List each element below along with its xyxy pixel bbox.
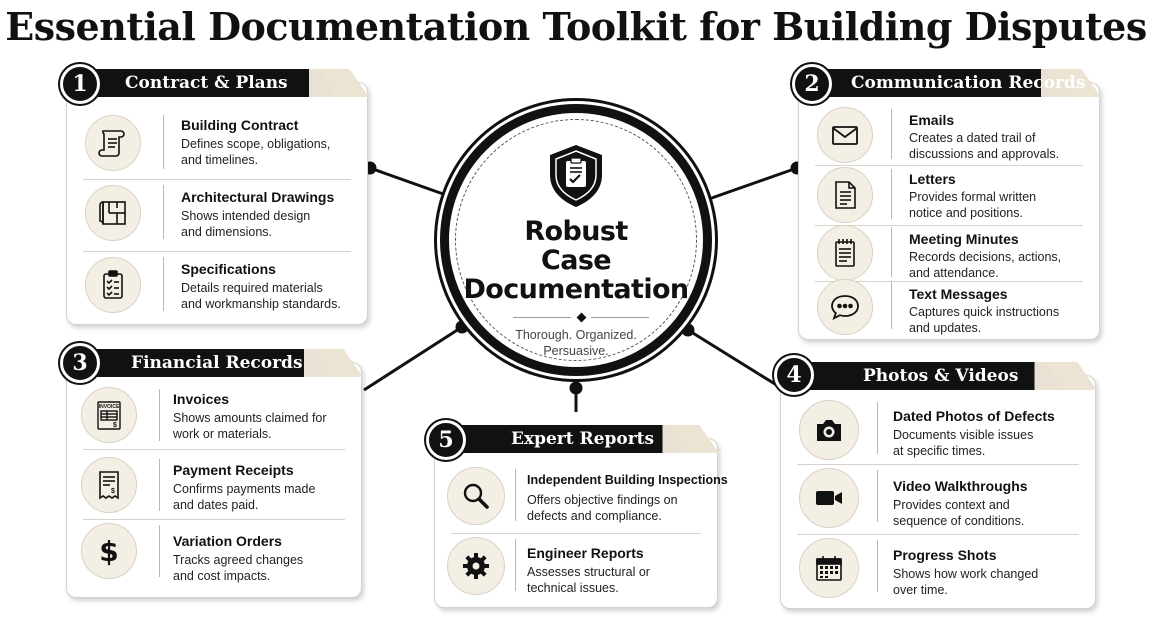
magnifier-icon xyxy=(447,467,505,525)
connector-contract xyxy=(370,168,446,195)
item-title: Payment Receipts xyxy=(173,462,294,478)
item-title: Text Messages xyxy=(909,286,1008,302)
central-hub xyxy=(440,104,712,376)
photos-videos-panel xyxy=(780,366,1096,609)
chat-bubble-icon xyxy=(817,279,873,335)
item-desc: Defines scope, obligations, and timelines. xyxy=(181,137,331,167)
blueprint-icon xyxy=(85,185,141,241)
item-desc: Provides formal written notice and positions. xyxy=(909,190,1037,220)
item-desc: Shows amounts claimed for work or materials. xyxy=(173,411,327,441)
item-desc: Tracks agreed changes and cost impacts. xyxy=(173,553,304,583)
item-desc: Shows how work changed over time. xyxy=(893,567,1039,597)
item-desc: Records decisions, actions, and attendance. xyxy=(909,250,1062,280)
photos-videos-heading: Photos & Videos xyxy=(863,366,1019,386)
item-title: Meeting Minutes xyxy=(909,231,1019,247)
section-number-1: 1 xyxy=(60,64,100,104)
hub-tagline: Thorough. Organized. Persuasive. xyxy=(515,328,637,358)
invoice-icon xyxy=(81,387,137,443)
hub-title: Robust Case Documentation xyxy=(463,216,689,305)
list-item-letters xyxy=(799,161,1099,227)
list-item-video-walkthroughs xyxy=(781,464,1095,530)
item-title: Building Contract xyxy=(181,117,299,133)
item-desc: Details required materials and workmanship standards. xyxy=(181,281,341,311)
expert-reports-panel xyxy=(434,429,728,608)
camera-icon xyxy=(799,400,859,460)
section-number-4: 4 xyxy=(774,355,814,395)
item-desc: Captures quick instructions and updates. xyxy=(909,305,1060,335)
scroll-icon xyxy=(85,115,141,171)
connector-expert-dot xyxy=(571,383,581,393)
contract-plans-panel xyxy=(66,73,368,325)
section-number-5: 5 xyxy=(426,420,466,460)
list-item-progress-shots xyxy=(781,534,1095,600)
financial-records-panel xyxy=(66,353,362,598)
gear-icon xyxy=(447,537,505,595)
list-item-payment-receipts xyxy=(67,451,361,517)
page-title: Essential Documentation Toolkit for Building Disputes xyxy=(5,4,1147,49)
item-title: Engineer Reports xyxy=(527,545,644,561)
item-desc: Offers objective findings on defects and compliance. xyxy=(527,493,678,523)
item-desc: Confirms payments made and dates paid. xyxy=(173,482,316,512)
list-item-building-contract xyxy=(67,111,367,177)
expert-reports-heading: Expert Reports xyxy=(511,429,655,449)
list-item-independent-inspections xyxy=(435,461,728,527)
item-title: Invoices xyxy=(173,391,230,407)
item-desc: Provides context and sequence of conditions. xyxy=(893,498,1025,528)
document-icon xyxy=(817,167,873,223)
item-title: Letters xyxy=(909,171,956,187)
item-title: Architectural Drawings xyxy=(181,189,335,205)
financial-records-heading: Financial Records xyxy=(131,353,303,373)
communication-records-heading: Communication Records xyxy=(851,73,1086,93)
connector-communication xyxy=(706,168,797,200)
item-desc: Shows intended design and dimensions. xyxy=(181,209,311,239)
item-title: Video Walkthroughs xyxy=(893,478,1028,494)
calendar-icon xyxy=(799,538,859,598)
item-desc: Documents visible issues at specific times. xyxy=(893,428,1034,458)
item-title: Variation Orders xyxy=(173,533,282,549)
item-desc: Creates a dated trail of discussions and approvals. xyxy=(909,131,1060,161)
connector-financial xyxy=(364,327,462,390)
contract-plans-heading: Contract & Plans xyxy=(125,73,288,93)
item-desc: Assesses structural or technical issues. xyxy=(527,565,650,595)
checklist-icon xyxy=(85,257,141,313)
list-item-variation-orders xyxy=(67,521,361,587)
item-title: Specifications xyxy=(181,261,276,277)
notepad-icon xyxy=(817,225,873,281)
dollar-icon xyxy=(81,523,137,579)
svg-text:$: $ xyxy=(113,422,117,429)
list-item-text-messages xyxy=(799,277,1099,343)
list-item-dated-photos xyxy=(781,394,1095,460)
list-item-emails xyxy=(799,103,1099,169)
svg-text:$: $ xyxy=(99,535,119,568)
item-title: Dated Photos of Defects xyxy=(893,408,1055,424)
shield-clipboard-icon xyxy=(546,143,606,209)
list-item-engineer-reports xyxy=(435,533,717,599)
video-camera-icon xyxy=(799,468,859,528)
receipt-icon xyxy=(81,457,137,513)
svg-text:INVOICE: INVOICE xyxy=(98,404,120,410)
item-title: Independent Building Inspections xyxy=(527,473,728,487)
list-item-architectural-drawings xyxy=(67,181,367,247)
communication-records-panel xyxy=(798,73,1100,340)
envelope-icon xyxy=(817,107,873,163)
section-number-3: 3 xyxy=(60,343,100,383)
list-item-specifications xyxy=(67,253,367,319)
section-number-2: 2 xyxy=(792,64,832,104)
item-title: Progress Shots xyxy=(893,547,997,563)
list-item-invoices xyxy=(67,381,361,447)
svg-text:$: $ xyxy=(111,488,115,495)
item-title: Emails xyxy=(909,112,955,128)
